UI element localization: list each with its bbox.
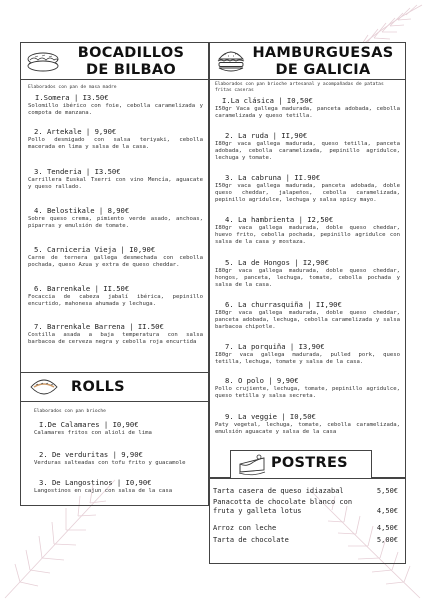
item-description: I50gr vaca gallega madurada, panceta adobada, doble queso cheddar, jalapeños, cebolla caramelizada, pepinillo agridulce, lechuga y salsa spicy mayo. xyxy=(215,183,400,204)
rolls-banner xyxy=(20,372,209,402)
dessert-price: 4,50€ xyxy=(376,507,398,515)
item-description: I80gr vaca gallega madurada, pulled pork, queso tetilla, lechuga, tomate y salsa de la casa. xyxy=(215,352,400,366)
item-description: I80gr vaca gallega madurada, doble queso cheddar, hongos, panceta, lechuga, tomate, cebolla pochada y salsa de la casa. xyxy=(215,268,400,289)
item-name: 2. De verduritas | 9,90€ xyxy=(39,450,143,459)
item-description: Sobre queso crema, pimiento verde asado, anchoas, piparras y emulsión de tomate. xyxy=(28,216,203,230)
item-name: 8. O polo | 9,90€ xyxy=(225,376,299,385)
roll-icon xyxy=(29,377,59,397)
menu-item xyxy=(28,93,203,117)
item-name: 5. Carniceria Vieja | I0,90€ xyxy=(34,245,156,254)
item-name: I.La clásica | I0,50€ xyxy=(222,96,313,105)
item-description: Paty vegetal, lechuga, tomate, cebolla caramelizada, emulsión aguacate y salsa de la casa xyxy=(215,422,400,436)
item-description: Calamares fritos con alioli de lima xyxy=(34,430,152,436)
item-name: 7. La porquiña | I3,90€ xyxy=(225,342,325,351)
item-name: 9. La veggie | I0,50€ xyxy=(225,412,316,421)
item-name: 5. La de Hongos | I2,90€ xyxy=(225,258,329,267)
menu-item xyxy=(215,258,400,290)
dessert-item xyxy=(213,498,398,516)
dessert-name: Tarta de chocolate xyxy=(213,536,289,544)
dessert-price: 5,50€ xyxy=(376,487,398,495)
item-description: Langostinos en cajun con salsa de la casa xyxy=(34,488,173,494)
item-name: I.Somera | I3.50€ xyxy=(35,93,109,102)
item-description: Costilla asada a baja temperatura con salsa barbacoa de cerveza negra y cebolla roja encurtida xyxy=(28,332,203,346)
dessert-price: 5,00€ xyxy=(376,536,398,544)
item-description: Pollo desmigado con salsa teriyaki, cebolla macerada en lima y salsa de la casa. xyxy=(28,137,203,151)
dessert-item xyxy=(213,487,398,496)
item-description: Carne de ternera gallega desmechada con cebolla pochada, queso Azua y extra de queso cheddar. xyxy=(28,255,203,269)
item-name: I.De Calamares | I0,90€ xyxy=(39,420,139,429)
sandwich-icon xyxy=(27,51,59,73)
bocadillos-banner xyxy=(20,42,209,80)
dessert-price: 4,50€ xyxy=(376,524,398,532)
menu-item xyxy=(34,478,204,495)
menu-item xyxy=(215,342,400,366)
dessert-name: Panacotta de chocolate blanco con fruta y galleta lotus xyxy=(213,498,353,515)
menu-item xyxy=(28,284,203,308)
hamburguesas-banner xyxy=(209,42,406,80)
item-name: 7. Barrenkale Barrena | II.50€ xyxy=(34,322,164,331)
item-description: I80gr vaca gallega madurada, doble queso cheddar, huevo frito, cebolla pochada, pepinillo agridulce con salsa de la casa y mostaza. xyxy=(215,225,400,246)
rolls-title: ROLLS xyxy=(71,379,125,395)
item-name: 6. Barrenkale | II.50€ xyxy=(34,284,130,293)
item-name: 6. La churrasquiña | II,90€ xyxy=(225,300,342,309)
menu-item xyxy=(215,96,400,120)
menu-item xyxy=(28,245,203,269)
bocadillos-title-line2: DE BILBAO xyxy=(86,62,176,78)
menu-item xyxy=(215,173,400,205)
item-description: Focaccia de cabeza jabalí ibérica, pepinillo encurtido, mahonesa ahumada y lechuga. xyxy=(28,294,203,308)
menu-item xyxy=(34,420,204,437)
menu-item xyxy=(28,206,203,230)
item-description: I80gr vaca gallega madurada, queso tetilla, panceta adobada, cebolla caramelizada, pepinillo agridulce, lechuga y tomate. xyxy=(215,141,400,162)
item-name: 4. Belostikale | 8,90€ xyxy=(34,206,130,215)
dessert-name: Tarta casera de queso idiazabal xyxy=(213,487,344,495)
cake-icon xyxy=(237,454,267,476)
item-name: 2. Artekale | 9,90€ xyxy=(34,127,117,136)
menu-item xyxy=(215,131,400,163)
item-description: Pollo crujiente, lechuga, tomate, pepinillo agridulce, queso tetilla y salsa secreta. xyxy=(215,386,400,400)
item-description: I50gr Vaca gallega madurada, panceta adobada, cebolla caramelizada y queso tetilla. xyxy=(215,106,400,120)
postres-banner xyxy=(230,450,372,479)
menu-item xyxy=(28,127,203,151)
item-description: Carrillera Euskal Txerri con vino Mencía, aguacate y queso rallado. xyxy=(28,177,203,191)
hamburguesas-title-line1: HAMBURGUESAS xyxy=(252,45,394,61)
item-name: 3. De Langostinos | I0,90€ xyxy=(39,478,152,487)
menu-item xyxy=(28,322,203,346)
menu-item xyxy=(34,450,204,467)
item-description: I80gr vaca gallega madurada, doble queso cheddar, panceta adobada, lechuga, cebolla caramelizada y salsa barbacoa chipotle. xyxy=(215,310,400,331)
item-description: Solomillo ibérico con foie, cebolla caramelizada y compota de manzana. xyxy=(28,103,203,117)
hamburguesas-intro: Elaborados con pan brioche artesanal y acompañadas de patatas fritas caseras xyxy=(215,82,384,93)
hamburguesas-title-line2: DE GALICIA xyxy=(275,62,371,78)
burger-icon xyxy=(216,47,246,75)
item-name: 3. La cabruna | II.90€ xyxy=(225,173,321,182)
item-description: Verduras salteadas con tofu frito y guacamole xyxy=(34,460,186,466)
menu-item xyxy=(215,300,400,332)
item-name: 2. La ruda | II,90€ xyxy=(225,131,308,140)
menu-item xyxy=(215,412,400,436)
item-name: 4. La hambrienta | I2,50€ xyxy=(225,215,334,224)
rolls-intro: Elaborados con pan brioche xyxy=(34,409,106,414)
dessert-item xyxy=(213,524,398,533)
dessert-name: Arroz con leche xyxy=(213,524,277,532)
postres-title: POSTRES xyxy=(271,455,348,471)
bocadillos-intro: Elaborados con pan de masa madre xyxy=(28,85,117,90)
dessert-item xyxy=(213,536,398,545)
item-name: 3. Tenderia | I3.50€ xyxy=(34,167,121,176)
menu-item xyxy=(28,167,203,191)
menu-item xyxy=(215,215,400,247)
bocadillos-title-line1: BOCADILLOS xyxy=(77,45,185,61)
menu-item xyxy=(215,376,400,400)
